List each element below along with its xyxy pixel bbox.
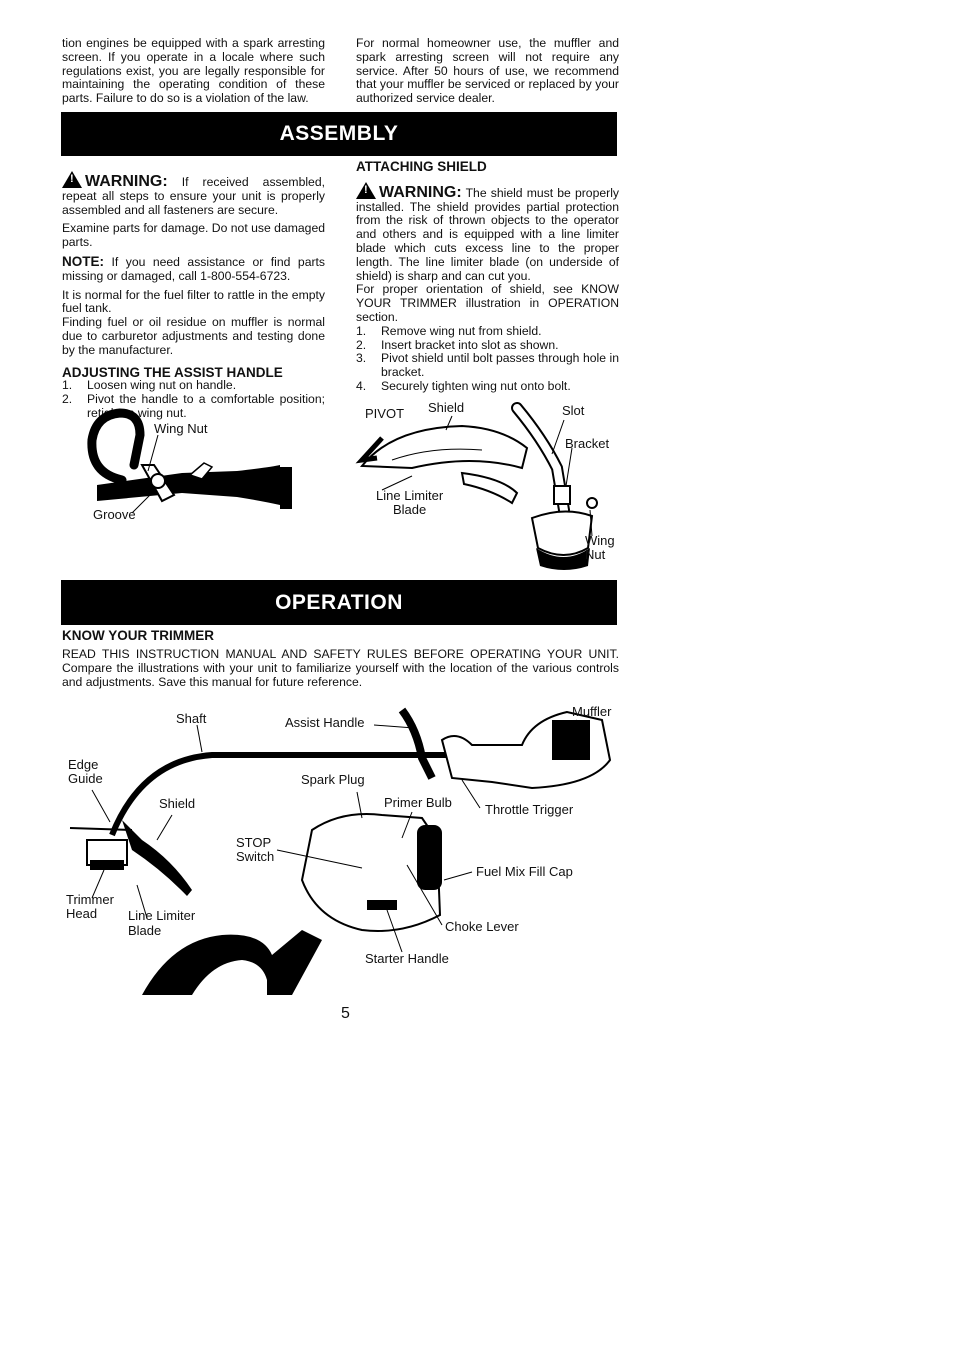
line-limiter-label: Line Limiter: [128, 908, 196, 923]
muffler-label: Muffler: [572, 704, 612, 719]
guide-label: Guide: [68, 771, 103, 786]
list-item: 3. Pivot shield until bolt passes through hole in bracket.: [356, 351, 619, 380]
nut-label: Nut: [585, 547, 606, 562]
fuel-filter-paragraph: It is normal for the fuel filter to rattle in the empty fuel tank.: [62, 287, 325, 316]
slot-label: Slot: [562, 403, 585, 418]
list-item: 4. Securely tighten wing nut onto bolt.: [356, 378, 571, 393]
attaching-shield-heading: ATTACHING SHIELD: [356, 159, 487, 174]
groove-label: Groove: [93, 507, 136, 522]
switch-label: Switch: [236, 849, 275, 864]
know-your-trimmer-heading: KNOW YOUR TRIMMER: [62, 628, 214, 643]
wing-nut-label: Wing Nut: [154, 421, 208, 436]
shield-warning: [356, 182, 619, 284]
shield-warning-text: The shield must be properly installed. The shield provides partial protection from the risk of thrown objects to the operator and others and is equipped with a line limiter blade which cuts excess line to the proper length. The line limiter blade (on underside of shield) is sharp and can cut you.: [356, 185, 620, 283]
trimmer-figure: [62, 700, 622, 995]
assembly-left-column: [62, 171, 325, 421]
assembly-warning: [62, 171, 325, 217]
assist-handle-heading: ADJUSTING THE ASSIST HANDLE: [62, 364, 283, 380]
edge-label: Edge: [68, 757, 99, 772]
head-label: Head: [66, 906, 98, 921]
warning-triangle-icon: [62, 171, 82, 188]
shield-orientation-paragraph: For proper orientation of shield, see KNOW YOUR TRIMMER illustration in OPERATION section.: [356, 282, 619, 324]
bracket-label: Bracket: [565, 436, 610, 451]
shield-steps: [356, 325, 619, 394]
list-item: 2. Pivot the handle to a comfortable position; retighten wing nut.: [62, 392, 325, 420]
note-text: If you need assistance or find parts missing or damaged, call 1-800-554-6723.: [62, 254, 326, 283]
operation-banner: OPERATION: [61, 580, 617, 625]
warning-label: WARNING:: [379, 183, 462, 201]
fuel-mix-fill-cap-label: Fuel Mix Fill Cap: [476, 864, 573, 879]
examine-paragraph: Examine parts for damage. Do not use damaged parts.: [62, 221, 325, 250]
trimmer-label: Trimmer: [66, 892, 114, 907]
list-item: 1. Loosen wing nut on handle.: [62, 378, 237, 393]
top-right-paragraph: For normal homeowner use, the muffler and spark arresting screen will not require any service. After 50 hours of use, we recommend that your muffler be serviced or replaced by your authorized service dealer.: [356, 36, 619, 106]
list-item: 1. Remove wing nut from shield.: [356, 323, 542, 338]
line-limiter-label: Line Limiter: [376, 488, 444, 503]
warning-triangle-icon: [356, 182, 376, 199]
warning-text: If received assembled, repeat all steps to ensure your unit is properly assembled and all fasteners are secure.: [62, 175, 325, 217]
throttle-trigger-label: Throttle Trigger: [485, 802, 574, 817]
assist-handle-figure: [62, 405, 332, 530]
choke-lever-label: Choke Lever: [445, 919, 519, 934]
page-number: 5: [341, 1005, 350, 1022]
note-label: NOTE:: [62, 253, 104, 269]
primer-bulb-label: Primer Bulb: [384, 795, 452, 810]
shaft-label: Shaft: [176, 711, 207, 726]
line-limiter-blade-label: Blade: [393, 502, 427, 517]
note-paragraph: [62, 255, 325, 284]
list-item: 2. Insert bracket into slot as shown.: [356, 337, 559, 352]
starter-handle-label: Starter Handle: [365, 951, 449, 966]
shield-drawing: [352, 398, 622, 573]
assembly-right-column: [356, 160, 619, 394]
trimmer-drawing: [62, 700, 622, 995]
warning-label: WARNING:: [85, 173, 168, 190]
wing-label: Wing: [585, 533, 615, 548]
stop-label: STOP: [236, 835, 272, 850]
shield-label: Shield: [428, 400, 465, 415]
shield-label: Shield: [159, 796, 196, 811]
operation-intro: READ THIS INSTRUCTION MANUAL AND SAFETY RULES BEFORE OPERATING YOUR UNIT. Compare the illustrations with your unit to familiarize yourself with the location of the various controls and adjustments. Save this manual for future reference.: [62, 647, 619, 689]
pivot-label: PIVOT: [365, 406, 405, 421]
assist-handle-label: Assist Handle: [285, 715, 365, 730]
spark-plug-label: Spark Plug: [301, 772, 365, 787]
blade-label: Blade: [128, 923, 162, 938]
residue-paragraph: Finding fuel or oil residue on muffler is normal due to carburetor adjustments and testing done by the manufacturer.: [62, 315, 325, 357]
assembly-banner: ASSEMBLY: [61, 112, 617, 156]
top-left-paragraph: tion engines be equipped with a spark arresting screen. If you operate in a locale where such regulations exist, you are legally responsible for maintaining the operating condition of these parts. Failure to do so is a violation of the law.: [62, 36, 325, 106]
shield-figure: [352, 398, 622, 573]
